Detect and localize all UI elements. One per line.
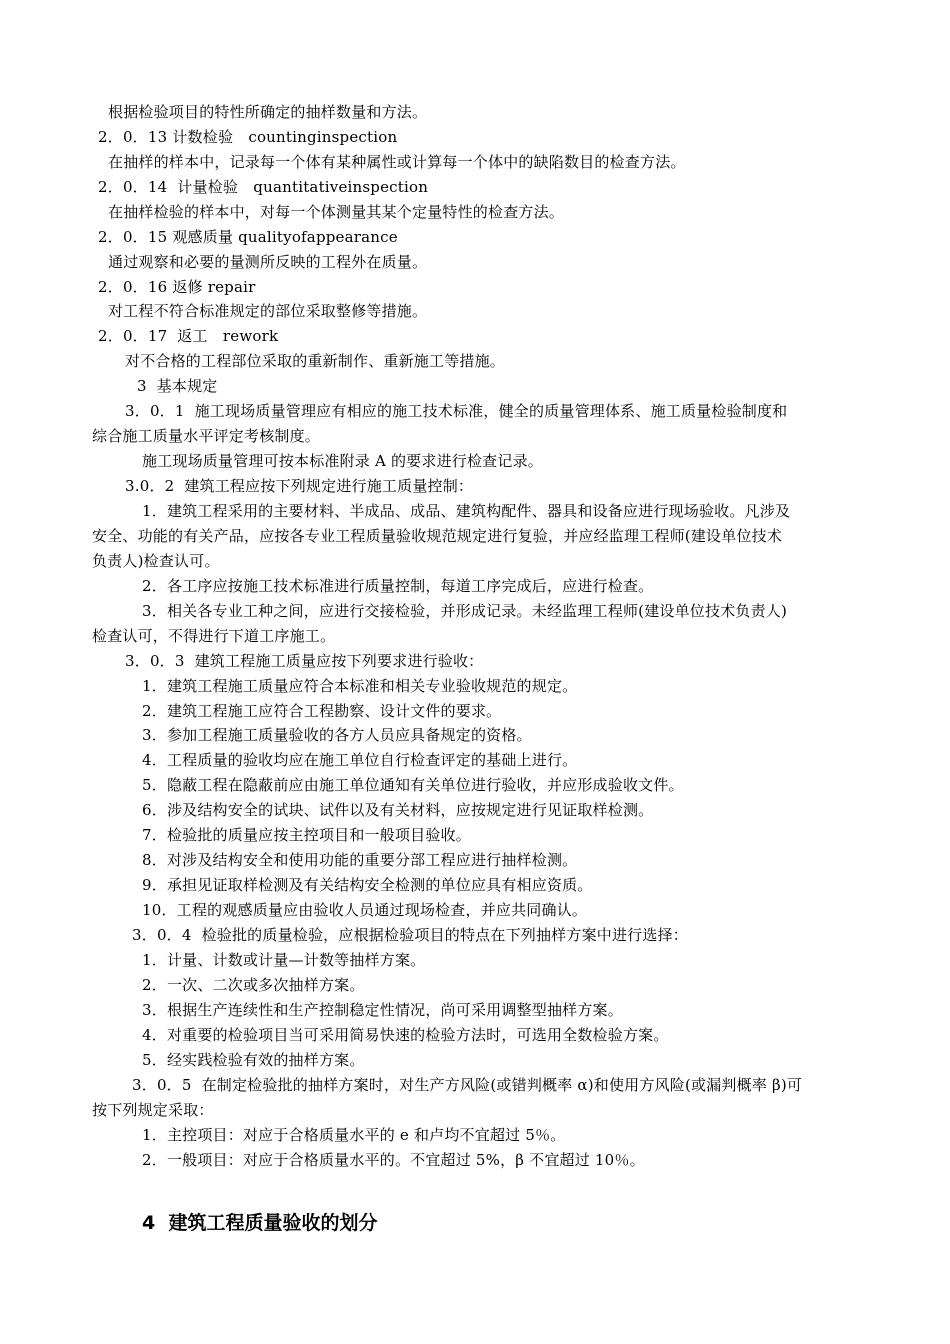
text-line: 在抽样检验的样本中，对每一个体测量其某个定量特性的检查方法。 — [108, 203, 565, 221]
text-line: 综合施工质量水平评定考核制度。 — [92, 427, 321, 445]
text-line: 根据检验项目的特性所确定的抽样数量和方法。 — [108, 103, 428, 121]
clause-line: 3．0．3 建筑工程施工质量应按下列要求进行验收： — [125, 652, 484, 670]
list-item: 7．检验批的质量应按主控项目和一般项目验收。 — [142, 826, 471, 844]
clause-line: 3.0．2 建筑工程应按下列规定进行施工质量控制： — [125, 477, 474, 495]
text-line: 安全、功能的有关产品，应按各专业工程质量验收规范规定进行复验，并应经监理工程师(建设单位技术 — [92, 527, 783, 545]
text-line: 检查认可，不得进行下道工序施工。 — [92, 627, 336, 645]
list-item: 2．各工序应按施工技术标准进行质量控制，每道工序完成后，应进行检查。 — [142, 577, 654, 595]
list-item: 3．相关各专业工种之间，应进行交接检验，并形成记录。未经监理工程师(建设单位技术负责人) — [142, 602, 788, 620]
list-item: 8．对涉及结构安全和使用功能的重要分部工程应进行抽样检测。 — [142, 851, 578, 869]
text-line: 对工程不符合标准规定的部位采取整修等措施。 — [108, 302, 428, 320]
text-line: 通过观察和必要的量测所反映的工程外在质量。 — [108, 253, 428, 271]
section-heading: 3 基本规定 — [137, 377, 218, 395]
clause-line: 3．0．1 施工现场质量管理应有相应的施工技术标准，健全的质量管理体系、施工质量检验制度和 — [125, 402, 788, 420]
term-heading: 2．0．16 返修 repair — [98, 278, 256, 296]
term-heading: 2．0．13 计数检验 countinginspection — [98, 128, 398, 146]
list-item: 3．根据生产连续性和生产控制稳定性情况，尚可采用调整型抽样方案。 — [142, 1001, 623, 1019]
clause-line: 3．0．4 检验批的质量检验，应根据检验项目的特点在下列抽样方案中进行选择： — [132, 926, 688, 944]
text-line: 对不合格的工程部位采取的重新制作、重新施工等措施。 — [125, 352, 506, 370]
list-item: 2．建筑工程施工应符合工程勘察、设计文件的要求。 — [142, 702, 502, 720]
list-item: 3．参加工程施工质量验收的各方人员应具备规定的资格。 — [142, 726, 532, 744]
list-item: 9．承担见证取样检测及有关结构安全检测的单位应具有相应资质。 — [142, 876, 593, 894]
clause-line: 3．0．5 在制定检验批的抽样方案时，对生产方风险(或错判概率 α)和使用方风险(或漏判概率 β)可 — [132, 1076, 803, 1094]
text-line: 在抽样的样本中，记录每一个体有某种属性或计算每一个体中的缺陷数目的检查方法。 — [108, 153, 686, 171]
list-item: 6．涉及结构安全的试块、试件以及有关材料，应按规定进行见证取样检测。 — [142, 801, 654, 819]
list-item: 4．对重要的检验项目当可采用简易快速的检验方法时，可选用全数检验方案。 — [142, 1026, 669, 1044]
term-heading: 2．0．15 观感质量 qualityofappearance — [98, 228, 398, 246]
term-heading: 2．0．17 返工 rework — [98, 327, 279, 345]
list-item: 5．经实践检验有效的抽样方案。 — [142, 1051, 365, 1069]
list-item: 1．建筑工程施工质量应符合本标准和相关专业验收规范的规定。 — [142, 677, 578, 695]
list-item: 1．计量、计数或计量—计数等抽样方案。 — [142, 951, 426, 969]
text-line: 施工现场质量管理可按本标准附录 A 的要求进行检查记录。 — [142, 452, 543, 470]
list-item: 10．工程的观感质量应由验收人员通过现场检查，并应共同确认。 — [142, 901, 588, 919]
list-item: 5．隐蔽工程在隐蔽前应由施工单位通知有关单位进行验收，并应形成验收文件。 — [142, 776, 684, 794]
text-line: 按下列规定采取： — [92, 1101, 214, 1119]
list-item: 4．工程质量的验收均应在施工单位自行检查评定的基础上进行。 — [142, 751, 578, 769]
list-item: 1．建筑工程采用的主要材料、半成品、成品、建筑构配件、器具和设备应进行现场验收。凡涉及 — [142, 502, 791, 520]
list-item: 2．一般项目：对应于合格质量水平的。不宜超过 5%，β 不宜超过 10％。 — [142, 1151, 645, 1169]
text-line: 负责人)检查认可。 — [92, 552, 220, 570]
list-item: 1．主控项目：对应于合格质量水平的 e 和卢均不宜超过 5％。 — [142, 1126, 566, 1144]
term-heading: 2．0．14 计量检验 quantitativeinspection — [98, 178, 429, 196]
chapter-heading: 4 建筑工程质量验收的划分 — [142, 1212, 378, 1234]
list-item: 2．一次、二次或多次抽样方案。 — [142, 976, 365, 994]
